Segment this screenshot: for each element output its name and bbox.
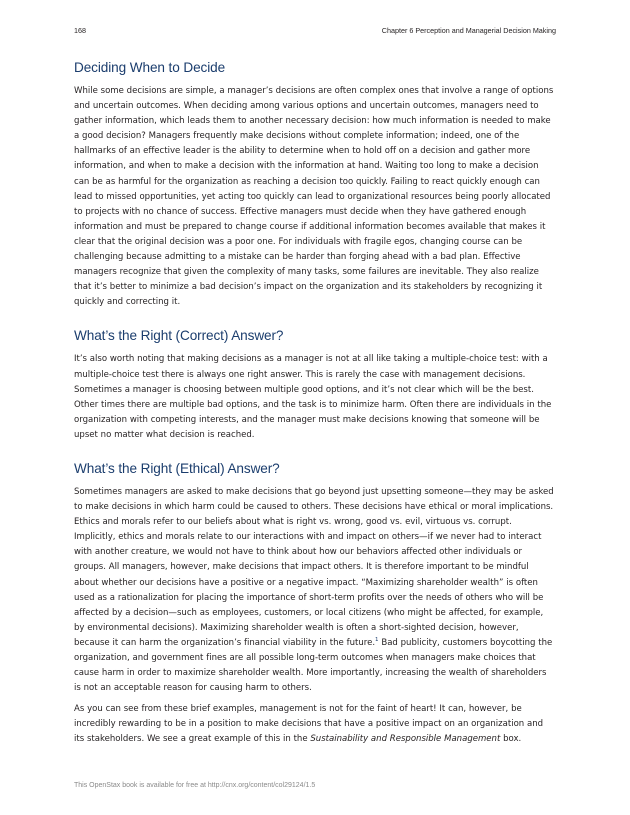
page-footer: This OpenStax book is available for free at http://cnx.org/content/col29124/1.5 <box>74 782 316 789</box>
feature-box-reference: Sustainability and Responsible Management <box>310 734 501 745</box>
page-number: 168 <box>74 26 86 35</box>
paragraph-closing <box>74 702 556 747</box>
chapter-title: Chapter 6 Perception and Managerial Decision Making <box>381 26 556 35</box>
section-heading-deciding-when: Deciding When to Decide <box>74 60 226 75</box>
paragraph-right-correct-answer: It’s also worth noting that making decisions as a manager is not at all like taking a multiple-choice test: with a multiple-choice test there is always one right answer. This is rarely the case with management decisions. Sometimes a manager is choosing between multiple good options, and it’s not clear which will be the best. Other times there are multiple bad options, and the task is to minimize harm. Often there are individuals in the organization with competing interests, and the manager must make decisions knowing that someone will be upset no matter what decision is reached. <box>74 354 552 440</box>
paragraph-right-ethical-answer <box>74 485 556 696</box>
page-content <box>74 58 556 748</box>
footnote-marker[interactable]: 1 <box>375 636 379 643</box>
paragraph-deciding-when: While some decisions are simple, a manager’s decisions are often complex ones that involve a range of options and uncertain outcomes. When deciding among various options and uncertain outcomes, managers need to gather information, which leads them to another necessary decision: how much information is needed to make a good decision? Managers frequently make decisions without complete information; indeed, one of the hallmarks of an effective leader is the ability to determine when to hold off on a decision and gather more information, and when to make a decision with the information at hand. Waiting too long to make a decision can be as harmful for the organization as reaching a decision too quickly. Failing to react quickly enough can lead to missed opportunities, yet acting too quickly can lead to organizational resources being poorly allocated to projects with no chance of success. Effective managers must decide when they have gathered enough information and must be prepared to change course if additional information becomes available that makes it clear that the original decision was a poor one. For individuals with fragile egos, changing course can be challenging because admitting to a mistake can be harder than forging ahead with a bad plan. Effective managers recognize that given the complexity of many tasks, some failures are inevitable. They also realize that it’s better to minimize a bad decision’s impact on the organization and its stakeholders by recognizing it quickly and correcting it. <box>74 86 554 308</box>
paragraph-text: As you can see from these brief examples, management is not for the faint of heart! It can, however, be incredibly rewarding to be in a position to make decisions that have a positive impact on an organization and its stakeholders. We see a great example of this in the <box>74 704 544 745</box>
section-heading-right-ethical-answer: What’s the Right (Ethical) Answer? <box>74 460 280 476</box>
paragraph-text: Sometimes managers are asked to make decisions that go beyond just upsetting someone—they may be asked to make decisions in which harm could be caused to others. These decisions have ethical or moral implications. Ethics and morals refer to our beliefs about what is right vs. wrong, good vs. evil, virtuous vs. corrupt. Implicitly, ethics and morals relate to our interactions with and impact on others—if we never had to interact with another creature, we would not have to think about how our behaviors affected other individuals or groups. All managers, however, make decisions that impact others. It is therefore important to be mindful about whether our decisions have a positive or a negative impact. “Maximizing shareholder wealth” is often used as a rationalization for placing the importance of short-term profits over the needs of others who will be affected by a decision—such as employees, customers, or local citizens (who might be affected, for example, by environmental decisions). Maximizing shareholder wealth is often a short-sighted decision, however, because it can harm the organization’s financial viability in the future. <box>74 486 554 648</box>
paragraph-text: box. <box>500 734 522 745</box>
paragraph-text: Bad publicity, customers boycotting the organization, and government fines are all possible long-term outcomes when managers make choices that cause harm in order to maximize shareholder wealth. More importantly, increasing the wealth of shareholders is not an acceptable reason for causing harm to others. <box>74 637 553 694</box>
running-header <box>74 26 556 38</box>
section-heading-right-correct-answer: What’s the Right (Correct) Answer? <box>74 328 284 344</box>
